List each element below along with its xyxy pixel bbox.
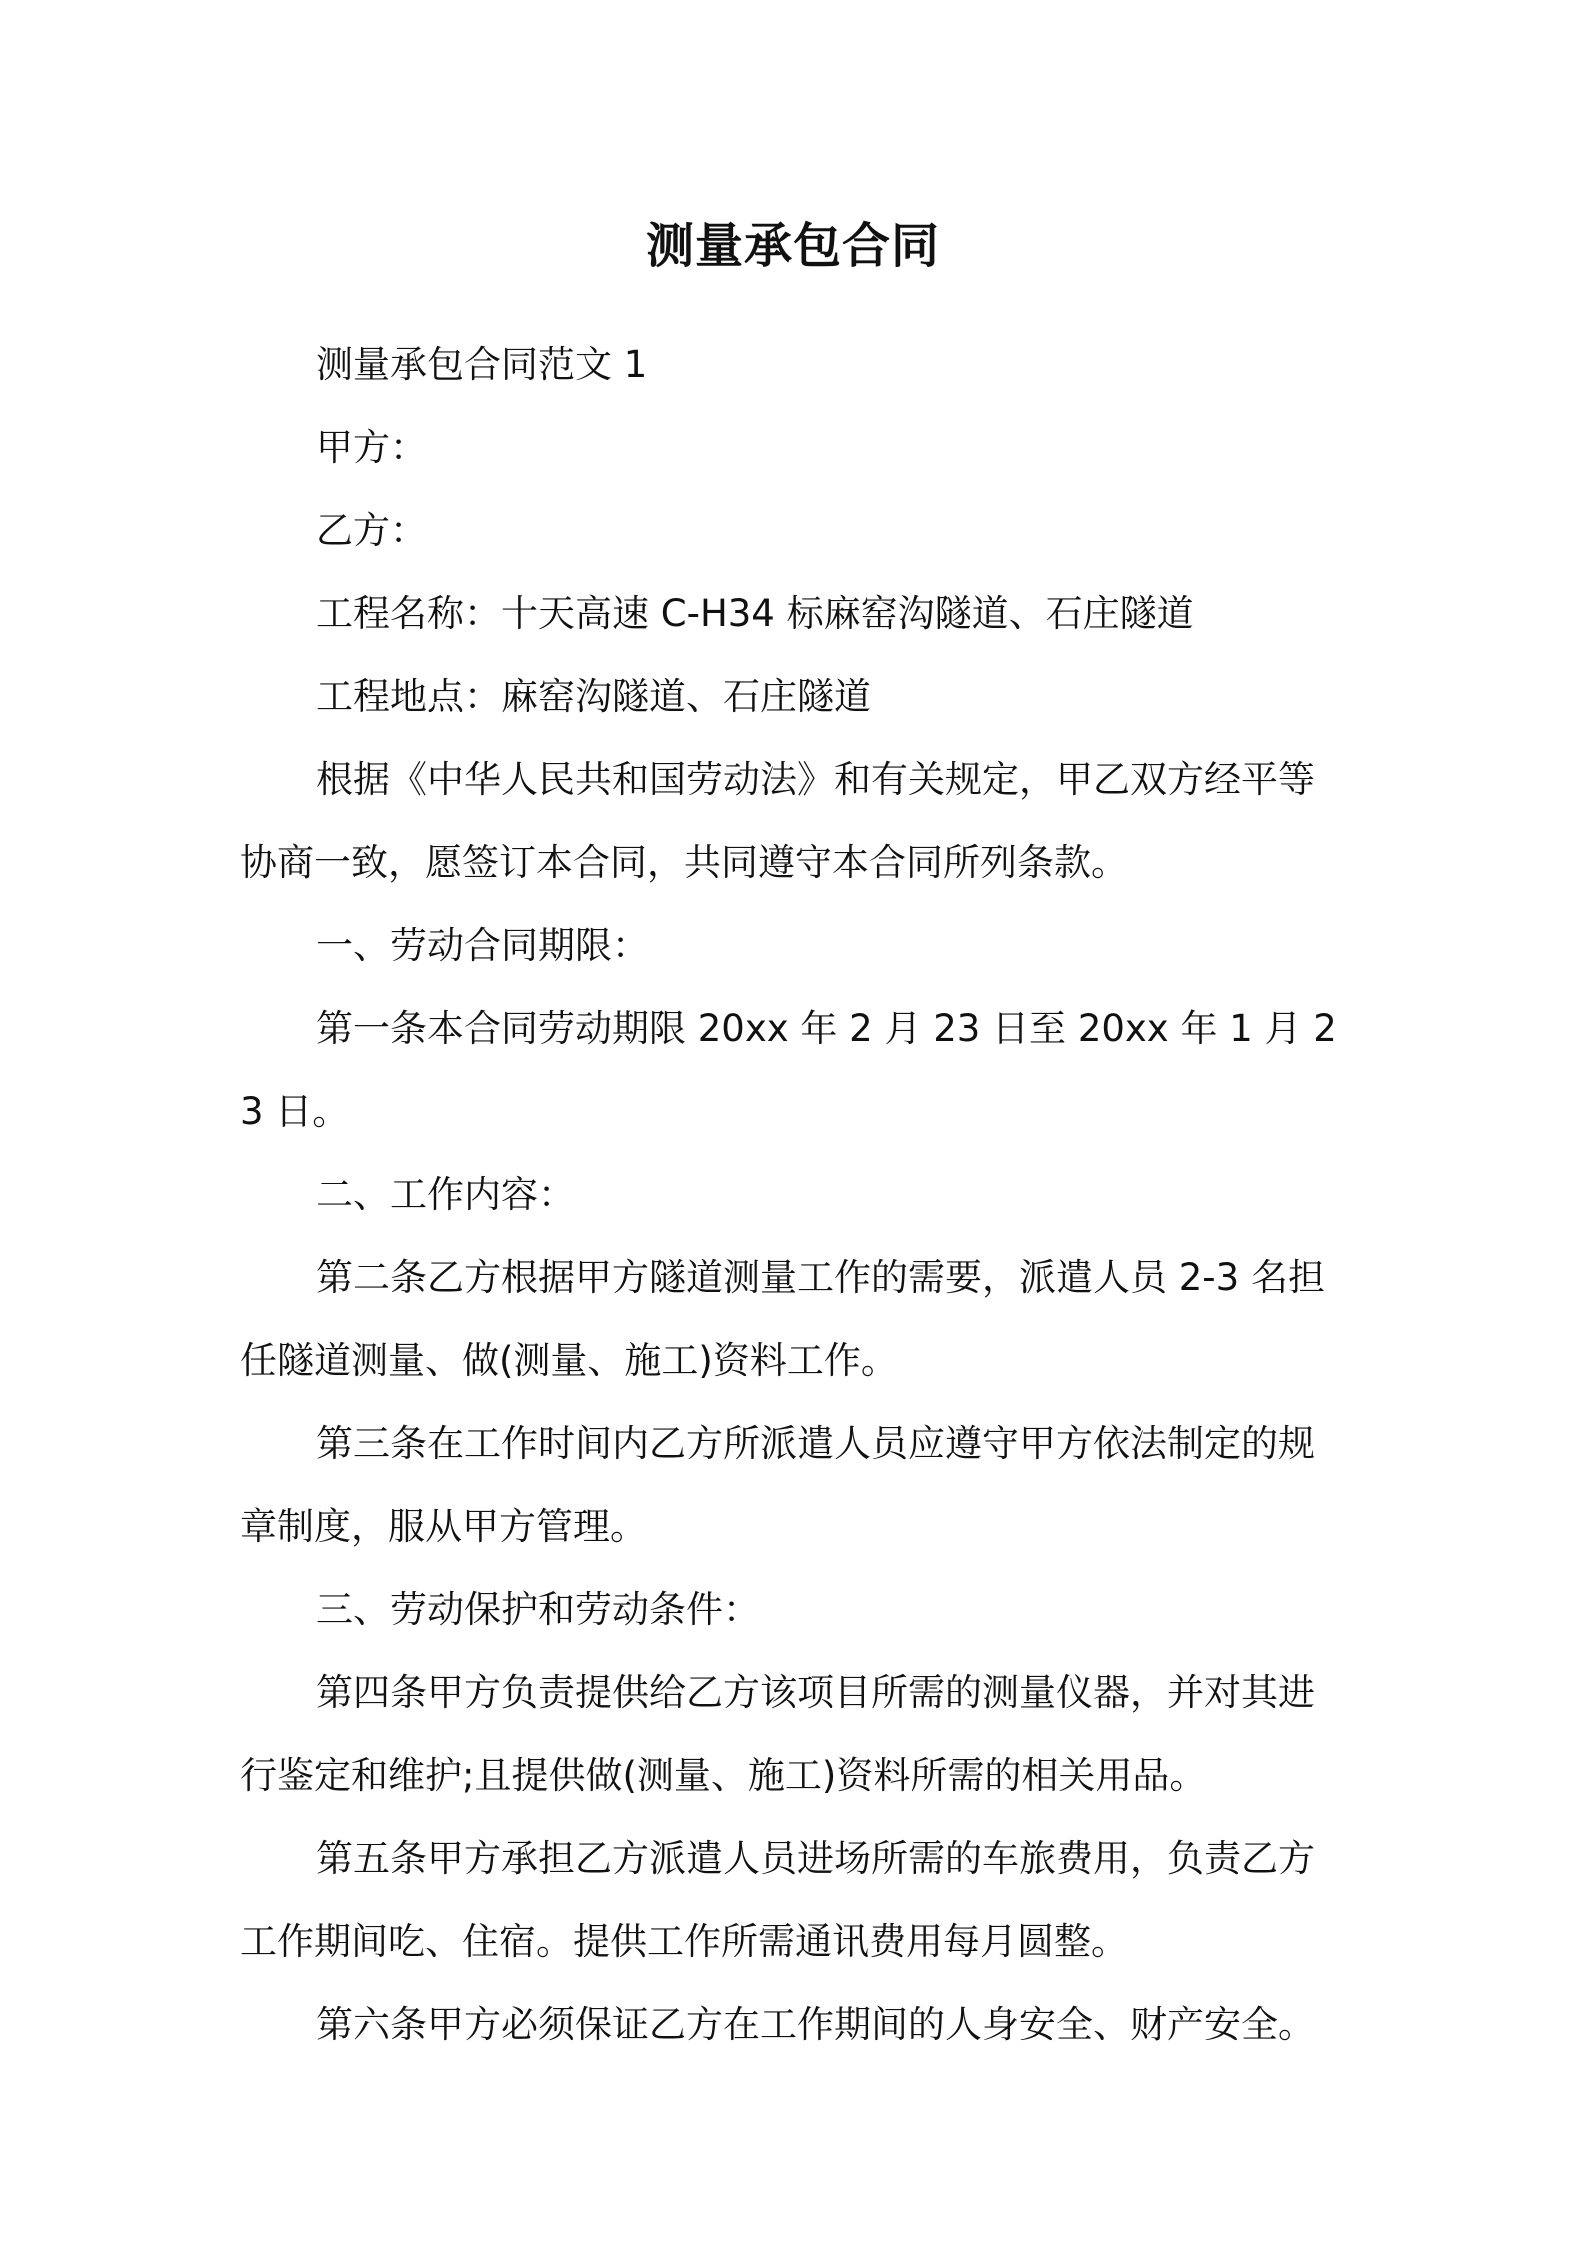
- paragraph-party-a: 甲方：: [316, 426, 427, 469]
- paragraph-preamble: 根据《中华人民共和国劳动法》和有关规定，甲乙双方经平等协商一致，愿签订本合同，共同遵守本合同所列条款。: [240, 758, 1315, 884]
- document-title: 测量承包合同: [645, 218, 940, 274]
- article-3: 第三条在工作时间内乙方所派遣人员应遵守甲方依法制定的规章制度，服从甲方管理。: [240, 1422, 1315, 1548]
- article-5: 第五条甲方承担乙方派遣人员进场所需的车旅费用，负责乙方工作期间吃、住宿。提供工作所需通讯费用每月圆整。: [240, 1837, 1315, 1963]
- article-2: 第二条乙方根据甲方隧道测量工作的需要，派遣人员 2-3 名担任隧道测量、做(测量、施工)资料工作。: [240, 1256, 1325, 1382]
- article-6: 第六条甲方必须保证乙方在工作期间的人身安全、财产安全。: [316, 2003, 1315, 2046]
- paragraph-project-name: 工程名称：十天高速 C-H34 标麻窑沟隧道、石庄隧道: [316, 592, 1194, 635]
- article-4: 第四条甲方负责提供给乙方该项目所需的测量仪器，并对其进行鉴定和维护;且提供做(测量、施工)资料所需的相关用品。: [240, 1671, 1315, 1797]
- paragraph-subtitle: 测量承包合同范文 1: [316, 343, 648, 386]
- paragraph-project-location: 工程地点：麻窑沟隧道、石庄隧道: [316, 675, 871, 718]
- article-1: 第一条本合同劳动期限 20xx 年 2 月 23 日至 20xx 年 1 月 23 日。: [240, 1007, 1337, 1133]
- section-heading-work-content: 二、工作内容：: [316, 1173, 575, 1216]
- section-heading-term: 一、劳动合同期限：: [316, 924, 649, 967]
- section-heading-labor-protection: 三、劳动保护和劳动条件：: [316, 1588, 760, 1631]
- paragraph-party-b: 乙方：: [316, 509, 427, 552]
- document-body: [240, 323, 1350, 2066]
